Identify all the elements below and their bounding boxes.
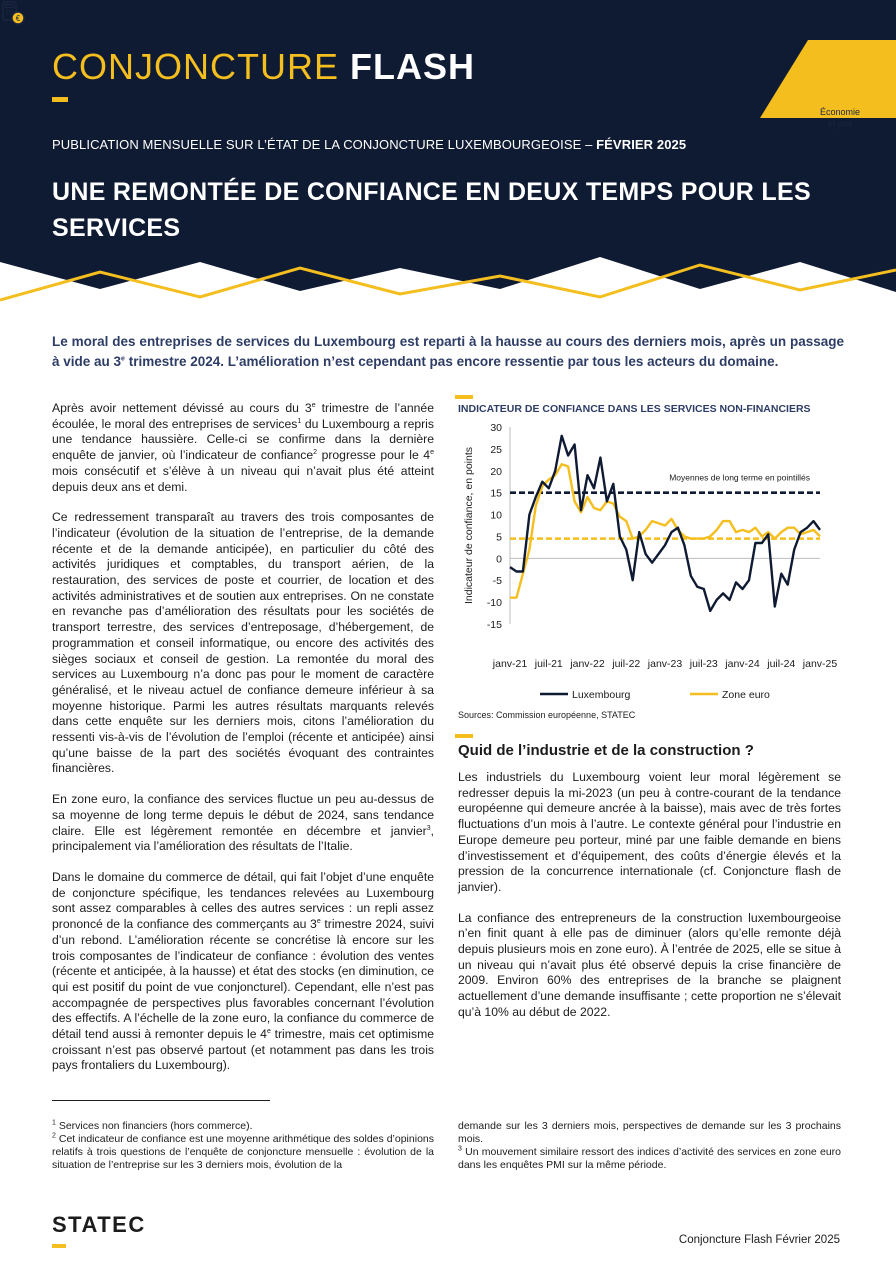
x-tick-label: juil-24 <box>767 658 796 670</box>
footnote-2-continued: demande sur les 3 derniers mois, perspectives de demande sur les 3 prochains mois. <box>458 1120 841 1145</box>
y-tick-label: 0 <box>496 553 502 566</box>
chart-accent-bar <box>455 395 473 399</box>
box-title: Quid de l’industrie et de la construction ? <box>458 742 754 759</box>
logo-underline <box>52 97 68 102</box>
x-tick-label: janv-22 <box>570 658 605 670</box>
page-title: UNE REMONTÉE DE CONFIANCE EN DEUX TEMPS POUR LES SERVICES <box>52 178 811 242</box>
chart-source: Sources: Commission européenne, STATEC <box>458 710 636 720</box>
chart-annotation: Moyennes de long terme en pointillés <box>669 472 810 483</box>
y-axis-label: Indicateur de confiance, en points <box>463 446 475 605</box>
footnote-1: $^1$ Services non financiers (hors commerce). <box>52 1119 253 1132</box>
x-tick-label: janv-24 <box>725 658 760 670</box>
paragraph-4: Dans le domaine du commerce de détail, qui fait l’objet d’une enquête de conjoncture spécifique, les tendances relevées au Luxembourg sont assez comparables à celles des autres services : un repli assez prononcé de la confiance des commerçants au 3e trimestre 2024, suivi d’un rebond. L’amélioration récente se concrétise là encore sur les trois composantes de l’indicateur de confiance : évolution des ventes (récente et anticipée, à la hausse) et état des stocks (en diminution, ce qui est positif du point de vue conjoncturel). Cependant, elle n’est pas accompagnée de perspectives plus favorables concernant l’évolution des effectifs. A l’échelle de la zone euro, la confiance du commerce de détail tend aussi à remonter depuis le 4e trimestre, mais cet optimisme croissant n’est pas observé partout (et notamment pas dans les trois pays frontaliers du Luxembourg). <box>52 869 435 1073</box>
confidence-chart <box>456 418 846 710</box>
chart-title: INDICATEUR DE CONFIANCE DANS LES SERVICES NON-FINANCIERS <box>458 403 811 415</box>
paragraph-2: Ce redressement transparaît au travers des trois composantes de l’indicateur (évolution de la situation de l’entreprise, de la demande récente et de la demande anticipée), en particulier du côté des activités juridiques et comptables, du transport aérien, de la restauration, des services de poste et courrier, de location et des activités administratives et de soutien aux entreprises. On ne constate en revanche pas d’amélioration des résultats pour les sociétés de transport terrestre, des services d’entreposage, d’hébergement, de programmation et conseil informatique, ou encore des activités des sièges sociaux et conseil de gestion. La remontée du moral des services au Luxembourg n’a donc pas pour le moment de caractère généralisé, et le niveau actuel de confiance demeure inférieur à sa moyenne historique. Parmi les autres résultats marquants relevés dans cette enquête sur les derniers mois, citons l’amélioration du ressenti vis-à-vis de l’évolution de l’emploi (récente et anticipée) ainsi qu’une baisse de la part des sociétés évoquant des contraintes financières. <box>52 510 434 776</box>
x-tick-label: juil-21 <box>534 658 563 670</box>
x-tick-label: janv-21 <box>492 658 528 670</box>
y-tick-label: 5 <box>496 531 502 544</box>
x-tick-label: janv-25 <box>802 658 838 670</box>
x-tick-label: janv-23 <box>647 658 683 670</box>
legend-label: Zone euro <box>722 689 770 701</box>
right-column <box>458 770 841 1036</box>
box-accent-bar <box>455 734 473 738</box>
category-tag: Économie et prix <box>819 107 861 129</box>
publication-date: FÉVRIER 2025 <box>596 137 687 152</box>
y-tick-label: 30 <box>490 422 502 434</box>
calculator-coin-icon <box>0 0 26 26</box>
statec-logo: STATEC <box>52 1212 146 1237</box>
y-tick-label: 15 <box>490 487 502 500</box>
series-line-luxembourg <box>510 436 820 611</box>
lead-paragraph: Le moral des entreprises de services du Luxembourg est reparti à la hausse au cours des derniers mois, après un passage à vide au 3e trimestre 2024. L’amélioration n’est cependant pas encore ressentie par tous les acteurs du domaine. <box>52 334 844 369</box>
footnotes-right <box>458 1120 841 1172</box>
x-tick-label: juil-22 <box>612 658 641 670</box>
paragraph-1: Après avoir nettement dévissé au cours du 3e trimestre de l’année écoulée, le moral des entreprises de services$^1$ du Luxembourg a repris une tendance haussière. Celle-ci se confirme dans la dernière enquête de janvier, où l’indicateur de confiance$^2$ progresse pour le 4e mois consécutif et s’élève à un niveau qui n’avait plus été atteint depuis deux ans et demi. <box>52 401 434 494</box>
footnote-rule <box>52 1100 270 1101</box>
paragraph-3: En zone euro, la confiance des services fluctue un peu au-dessus de sa moyenne de long terme depuis le début de 2024, sans tendance claire. Elle est légèrement remontée en décembre et janvier$^3$, principalement via l’amélioration des résultats de l’Italie. <box>52 792 434 854</box>
footnotes-left <box>52 1120 434 1172</box>
left-column <box>52 401 434 1089</box>
y-tick-label: 25 <box>490 443 502 456</box>
footnote-2: $^2$ Cet indicateur de confiance est une moyenne arithmétique des soldes d’opinions relatifs à trois questions de l’enquête de conjoncture mensuelle : évolution de la situation de l’entreprise sur les 3 derniers mois, évolution de la <box>52 1132 434 1171</box>
construction-paragraph: La confiance des entrepreneurs de la construction luxembourgeoise n’en finit quant à elle pas de diminuer (alors qu’elle remonte déjà depuis plusieurs mois en zone euro). À l’entrée de 2025, elle se situe à un niveau qui n’avait plus été observé depuis la crise financière de 2009. Environ 60% des entreprises de la branche se plaignent actuellement d’une demande insuffisante ; cette proportion ne s’élevait qu’à 10% au début de 2022. <box>458 910 841 1019</box>
y-tick-label: -15 <box>486 619 502 631</box>
header-banner <box>0 0 896 310</box>
x-tick-label: juil-23 <box>689 658 718 670</box>
industry-paragraph: Les industriels du Luxembourg voient leur moral légèrement se redresser depuis la mi-2023 (un peu à contre-courant de la tendance européenne qui demeure ancrée à la baisse), mais avec de très fortes fluctuations d’un mois à l’autre. Le contexte général pour l’industrie en Europe demeure peu porteur, miné par une faible demande en biens d’investissement et d’équipement, des coûts d’énergie élevés et la pression de la concurrence internationale (cf. Conjoncture flash de janvier). <box>458 770 841 894</box>
footnote-3: $^3$ Un mouvement similaire ressort des indices d’activité des services en zone euro dans les enquêtes PMI sur la même période. <box>458 1145 841 1171</box>
legend-label: Luxembourg <box>572 689 631 701</box>
logo: CONJONCTURE FLASH <box>52 46 476 87</box>
y-tick-label: 10 <box>490 509 502 522</box>
y-tick-label: -10 <box>486 597 502 610</box>
y-tick-label: 20 <box>490 465 502 478</box>
publication-line: PUBLICATION MENSUELLE SUR L’ÉTAT DE LA CONJONCTURE LUXEMBOURGEOISE – FÉVRIER 2025 <box>52 137 687 152</box>
footer-publication: Conjoncture Flash Février 2025 <box>678 1234 840 1246</box>
statec-logo-bar <box>52 1244 66 1248</box>
svg-text:€: € <box>15 14 21 23</box>
series-line-zone-euro <box>510 464 820 598</box>
y-tick-label: -5 <box>492 575 502 588</box>
